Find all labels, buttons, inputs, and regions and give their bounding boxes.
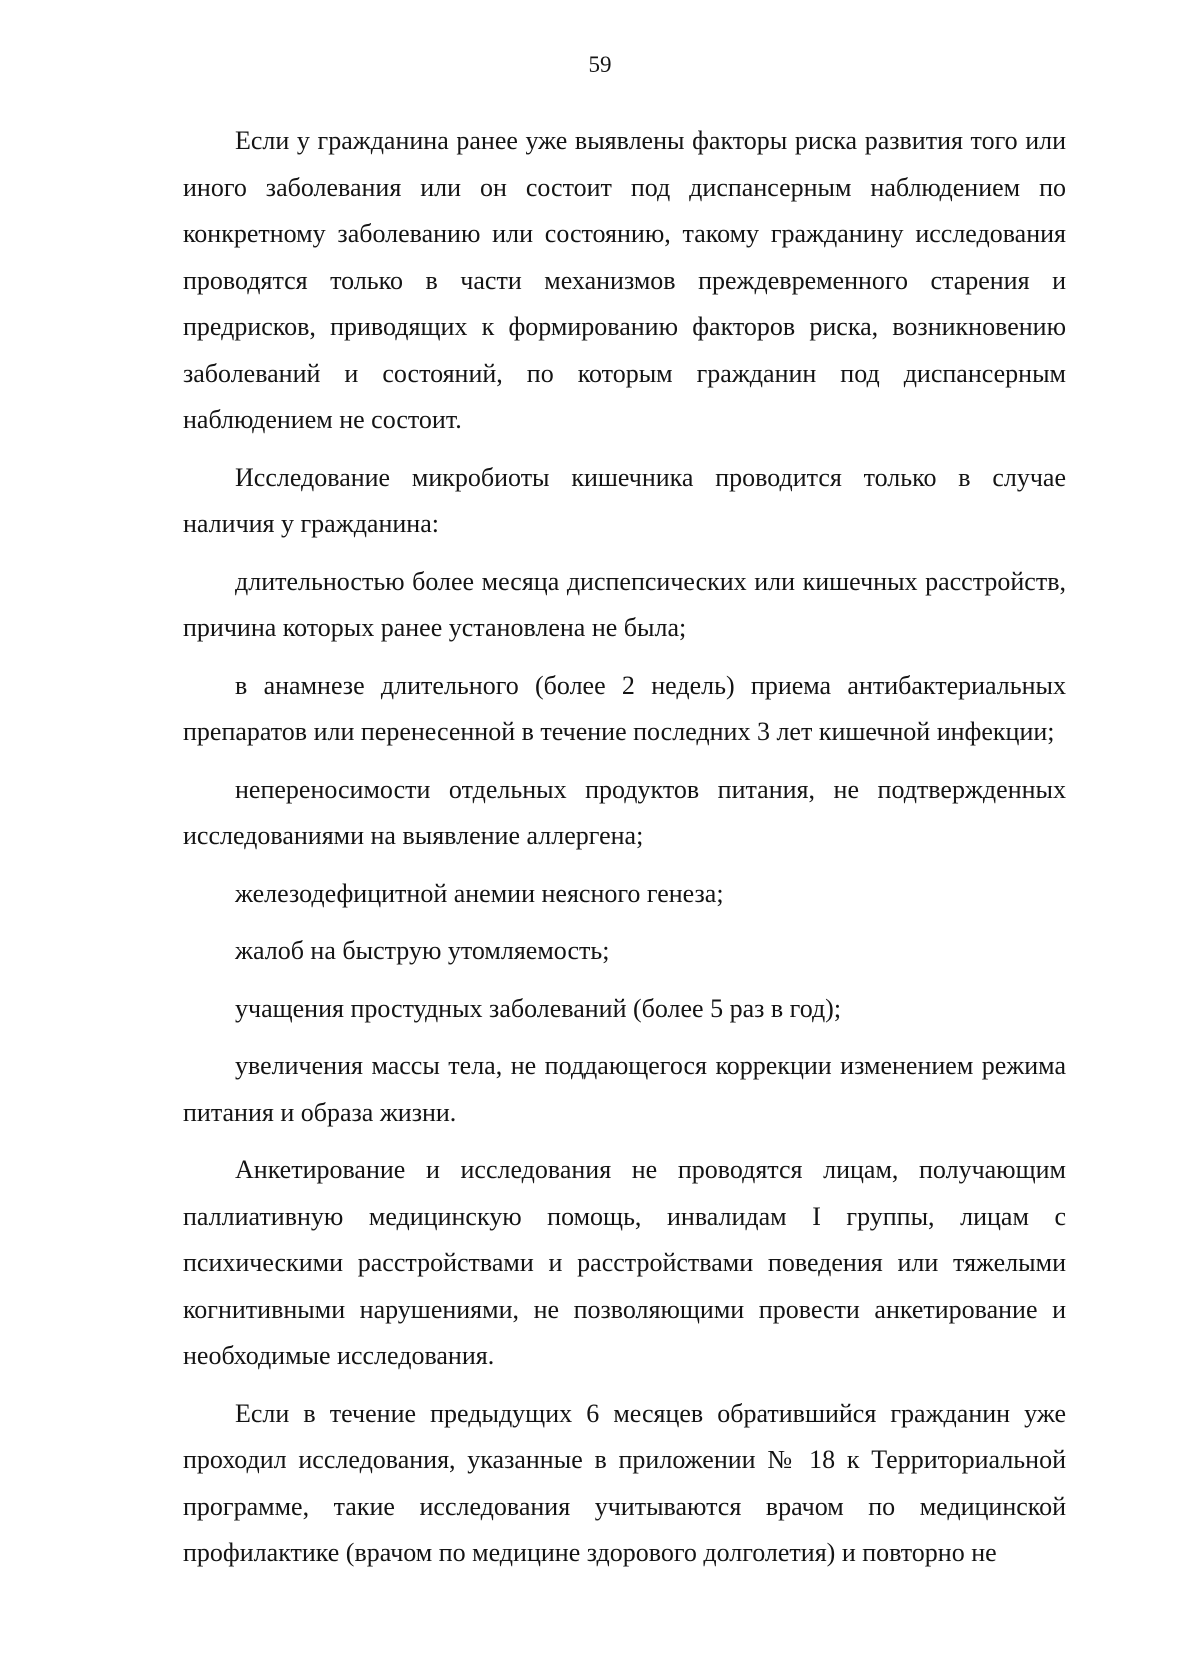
list-item-food-intolerance: непереносимости отдельных продуктов питания, не подтвержденных исследованиями на выявление аллергена; bbox=[183, 774, 1066, 850]
paragraph-previous-tests: Если в течение предыдущих 6 месяцев обратившийся гражданин уже проходил исследования, указанные в приложении № 18 к Территориальной программе, такие исследования учитываются врачом по медицинской профилактике (врачом по медицине здорового долголетия) и повторно не bbox=[183, 1398, 1066, 1567]
list-item-weight-gain: увеличения массы тела, не поддающегося коррекции изменением режима питания и образа жизни. bbox=[183, 1051, 1066, 1127]
paragraph-risk-factors: Если у гражданина ранее уже выявлены факторы риска развития того или иного заболевания или он состоит под диспансерным наблюдением по конкретному заболеванию или состоянию, такому гражданину исследования проводятся только в части механизмов преждевременного старения и предрисков, приводящих к формированию факторов риска, возникновению заболеваний и состояний, по которым гражданин под диспансерным наблюдением не состоит. bbox=[183, 126, 1066, 434]
document-body bbox=[183, 118, 1066, 1577]
list-item-antibiotics-history: в анамнезе длительного (более 2 недель) приема антибактериальных препаратов или перенесенной в течение последних 3 лет кишечной инфекции; bbox=[183, 670, 1066, 746]
list-item-dyspeptic-disorders: длительностью более месяца диспепсических или кишечных расстройств, причина которых ранее установлена не была; bbox=[183, 566, 1066, 642]
paragraph-microbiota-intro: Исследование микробиоты кишечника проводится только в случае наличия у гражданина: bbox=[183, 462, 1066, 538]
list-item-anemia: железодефицитной анемии неясного генеза; bbox=[235, 878, 724, 908]
page-number: 59 bbox=[588, 52, 612, 77]
list-item-colds: учащения простудных заболеваний (более 5 раз в год); bbox=[235, 993, 842, 1023]
paragraph-exclusions: Анкетирование и исследования не проводятся лицам, получающим паллиативную медицинскую помощь, инвалидам I группы, лицам с психическими расстройствами и расстройствами поведения или тяжелыми когнитивными нарушениями, не позволяющими провести анкетирование и необходимые исследования. bbox=[183, 1155, 1066, 1370]
list-item-fatigue: жалоб на быструю утомляемость; bbox=[235, 936, 610, 965]
